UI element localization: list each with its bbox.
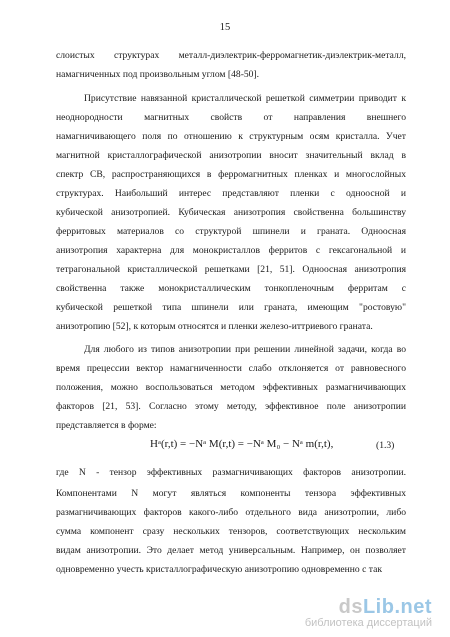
text-line: слоистых структурах металл-диэлектрик-ферромагнетик-диэлектрик-металл, — [56, 50, 406, 61]
text-line: факторов [21, 53]. Согласно этому методу, эффективное поле анизотропии — [56, 401, 406, 412]
text-line: Для любого из типов анизотропии при решении линейной задачи, когда во — [84, 344, 406, 355]
watermark-logo: dsLib.net — [338, 596, 432, 618]
text-line: положения, можно воспользоваться методом эффективных размагничивающих — [56, 382, 406, 393]
text-line: ферритовых материалов со структурой шпинели и граната. Одноосная — [56, 226, 406, 237]
text-line: одновременно учесть кристаллографическую анизотропию одновременно с так — [56, 564, 383, 575]
text-line: структурах. Наибольший интерес представляют пленки с одноосной и — [56, 188, 406, 199]
text-line: где N - тензор эффективных размагничивающих факторов анизотропии. — [56, 467, 406, 478]
text-line: намагниченных под произвольным углом [48-50]. — [56, 69, 260, 80]
text-line: тетрагональной кристаллической решетками [21, 51]. Одноосная анизотропия — [56, 264, 406, 275]
page-number: 15 — [219, 22, 231, 33]
watermark — [305, 596, 432, 629]
text-line: представляется в форме: — [56, 420, 157, 431]
text-line: неоднородности магнитных свойств от направления внешнего — [56, 112, 406, 123]
text-line: свойственна также монокристаллическим тонкопленочным ферритам с — [56, 283, 406, 294]
text-line: намагничивающего поля по отношению к структурным осям кристалла. Учет — [56, 131, 406, 142]
text-line: размагничивающих факторов какого-либо отдельного вида анизотропии, либо — [56, 507, 406, 518]
equation: Hᵃ(r,t) = −Nᵃ M(r,t) = −Nᵃ M₀ − Nᵃ m(r,t), — [150, 438, 334, 450]
text-line: сумма компонент сразу нескольких тензоров, соответствующих нескольким — [56, 526, 406, 537]
text-line: кубической решеткой типа шпинели или граната, имеющим "ростовую" — [56, 302, 406, 313]
text-line: анизотропию [52], к которым относятся и пленки железо-иттриевого граната. — [56, 321, 373, 332]
text-line: кубической анизотропией. Кубическая анизотропия свойственна большинству — [56, 207, 406, 218]
text-line: Компонентами N могут являться компоненты тензора эффективных — [56, 488, 406, 499]
text-line: магнитной кристаллографической анизотропии вносит значительный вклад в — [56, 150, 406, 161]
text-line: анизотропия характерна для монокристаллов ферритов с гексагональной и — [56, 245, 406, 256]
text-line: Присутствие навязанной кристаллической решеткой симметрии приводит к — [84, 93, 406, 104]
text-line: время прецессии вектор намагниченности слабо отклоняется от равновесного — [56, 363, 406, 374]
text-line: видам анизотропии. Это делает метод универсальным. Например, он позволяет — [56, 545, 406, 556]
text-line: спектр СВ, распространяющихся в ферромагнитных пленках и многослойных — [56, 169, 406, 180]
equation-number: (1.3) — [376, 440, 395, 451]
watermark-subtitle: библиотека диссертаций — [304, 617, 432, 629]
